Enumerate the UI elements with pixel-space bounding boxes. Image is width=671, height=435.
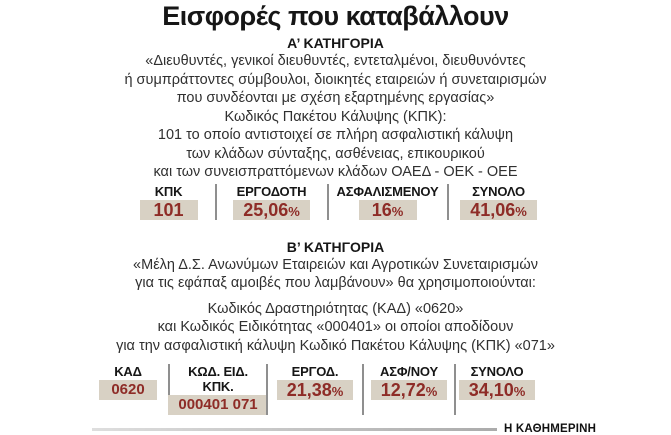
table-column-insured [362, 364, 454, 415]
table-column-employer [215, 184, 327, 220]
percent-sign: % [515, 203, 527, 219]
text-line: για τις εφάπαξ αμοιβές που λαμβάνουν» θα χρησιμοποιούνται: [135, 275, 536, 291]
text-line: «Μέλη Δ.Σ. Ανωνύμων Εταιρειών και Αγροτικών Συνεταιρισμών [133, 256, 538, 273]
text-line: Κωδικός Δραστηριότητας (ΚΑΔ) «0620» [207, 300, 464, 317]
footer-divider-line [92, 428, 497, 431]
value-box [168, 395, 267, 415]
category-b-table [88, 364, 671, 415]
text-line: και Κωδικός Ειδικότητας «000401» οι οποίοι αποδίδουν [157, 319, 514, 335]
newspaper-brand: Η ΚΑΘΗΜΕΡΙΝΗ [504, 423, 597, 435]
table-column-total [454, 364, 538, 415]
text-line: για την ασφαλιστική κάλυψη Κωδικό Πακέτου Κάλυψης (ΚΠΚ) «071» [116, 337, 555, 354]
category-b-heading: Β’ ΚΑΤΗΓΟΡΙΑ [286, 238, 385, 255]
percent-sign: % [331, 384, 344, 399]
percent-sign: % [288, 203, 300, 219]
column-header: ΣΥΝΟΛΟ [470, 364, 524, 379]
value-box [140, 200, 198, 220]
category-a-description [0, 52, 671, 182]
footer [92, 423, 671, 435]
column-header: ΣΥΝΟΛΟ [472, 183, 525, 199]
value-number: 41,06 [470, 199, 516, 220]
table-column-total [447, 184, 549, 220]
page-title: Εισφορές που καταβάλλουν [162, 1, 509, 31]
text-line: 101 το οποίο αντιστοιχεί σε πλήρη ασφαλιστική κάλυψη [157, 127, 514, 143]
column-header: ΕΡΓΟΔ. [291, 364, 339, 379]
value-box [233, 200, 310, 220]
column-header: ΚΩΔ. ΕΙΔ. ΚΠΚ. [188, 364, 248, 394]
category-a-table [0, 184, 671, 220]
value-box [371, 380, 448, 400]
category-b-description [0, 256, 671, 293]
table-column-kod-eid-kpk [168, 364, 266, 415]
value-number: 0620 [111, 381, 145, 398]
column-header: ΚΠΚ [154, 183, 183, 199]
value-box [277, 380, 354, 400]
text-line: ή συμπράττοντες σύμβουλοι, διοικητές εταιρειών ή συνεταιρισμών [124, 71, 547, 88]
value-number: 101 [153, 199, 184, 220]
table-column-employer [266, 364, 362, 415]
table-column-kpk [123, 184, 215, 220]
table-column-insured [327, 184, 447, 220]
percent-sign: % [391, 203, 404, 219]
value-number: 21,38 [286, 380, 332, 400]
value-box [460, 200, 537, 220]
text-line: και των συνεισπραττόμενων κλάδων ΟΑΕΔ - ΟΕΚ - ΟΕΕ [153, 164, 518, 180]
percent-sign: % [425, 384, 438, 399]
table-column-kad [88, 364, 168, 415]
column-header: ΚΑΔ [114, 364, 142, 379]
value-number: 25,06 [243, 199, 289, 220]
column-header: ΑΣΦ/ΝΟΥ [380, 364, 438, 379]
column-header: ΑΣΦΑΛΙΣΜΕΝΟΥ [336, 183, 439, 199]
value-number: 34,10 [468, 380, 514, 400]
value-number: 000401 071 [178, 396, 258, 413]
category-a-heading: Α’ ΚΑΤΗΓΟΡΙΑ [287, 35, 384, 51]
category-b-codes-description [0, 300, 671, 356]
text-line: που συνδέονται με σχέση εξαρτημένης εργασίας» [176, 90, 495, 106]
column-header: ΕΡΓΟΔΟΤΗ [236, 183, 307, 199]
percent-sign: % [513, 384, 526, 399]
text-line: των κλάδων σύνταξης, ασθένειας, επικουρικού [186, 145, 485, 162]
text-line: «Διευθυντές, γενικοί διευθυντές, εντεταλμένοι, διευθυνόντες [145, 53, 526, 69]
value-number: 12,72 [380, 380, 426, 400]
text-line: Κωδικός Πακέτου Κάλυψης (ΚΠΚ): [224, 108, 447, 125]
value-box [459, 380, 536, 400]
value-box [359, 200, 417, 220]
value-number: 16 [371, 199, 392, 220]
section-category-b [0, 240, 671, 416]
value-box [99, 380, 157, 400]
section-category-a [0, 36, 671, 220]
